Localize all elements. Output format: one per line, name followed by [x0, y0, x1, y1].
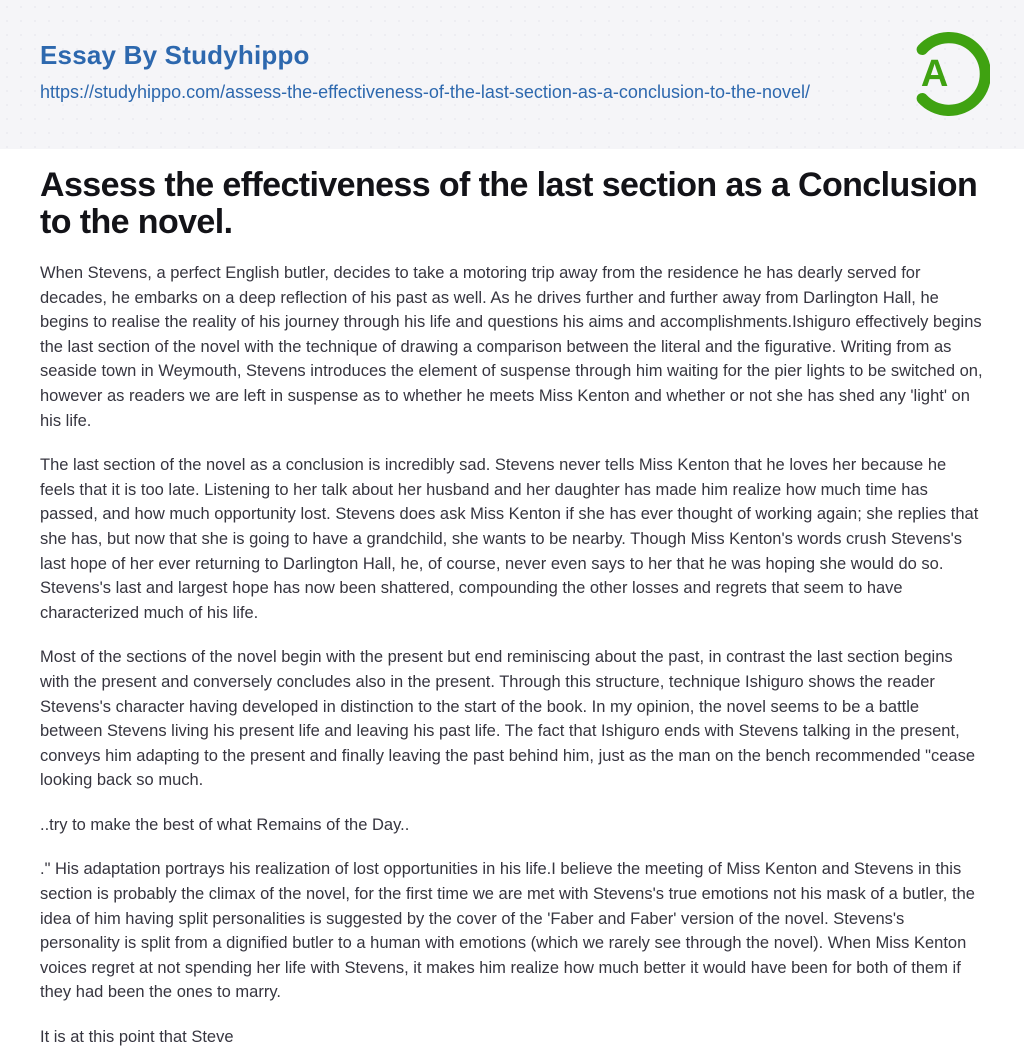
studyhippo-logo-icon [900, 20, 990, 128]
logo-letter: A [920, 53, 949, 96]
article-title: Assess the effectiveness of the last section as a Conclusion to the novel. [40, 166, 978, 241]
article-content [0, 167, 1024, 1050]
brand-title: Essay By Studyhippo [40, 40, 310, 70]
article-paragraph: When Stevens, a perfect English butler, decides to take a motoring trip away from the residence he has dearly served for decades, he embarks on a deep reflection of his past as well. As he drives further and further away from Darlington Hall, he begins to realise the reality of his journey through his life and questions his aims and accomplishments.Ishiguro effectively begins the last section of the novel with the technique of drawing a comparison between the literal and the figurative. Writing from as seaside town in Weymouth, Stevens introduces the element of suspense through him waiting for the pier lights to be switched on, however as readers we are left in suspense as to whether he meets Miss Kenton and whether or not she has shed any 'light' on his life. [40, 264, 983, 430]
article-paragraph: It is at this point that Steve [40, 1028, 234, 1047]
article-paragraph: ..try to make the best of what Remains of the Day.. [40, 815, 410, 834]
source-url-link[interactable]: https://studyhippo.com/assess-the-effectiveness-of-the-last-section-as-a-conclusion-to-the-novel/ [40, 82, 811, 102]
article-paragraph: Most of the sections of the novel begin with the present but end reminiscing about the past, in contrast the last section begins with the present and conversely concludes also in the present. Through this structure, technique Ishiguro shows the reader Stevens's character having developed in distinction to the start of the book. In my opinion, the novel seems to be a battle between Stevens living his present life and leaving his past life. The fact that Ishiguro ends with Stevens talking in the present, conveys him adapting to the present and finally leaving the past behind him, just as the man on the bench recommended "cease looking back so much. [40, 648, 976, 790]
page-header [0, 0, 1024, 149]
article-paragraph: ." His adaptation portrays his realization of lost opportunities in his life.I believe the meeting of Miss Kenton and Stevens in this section is probably the climax of the novel, for the first time we are met with Stevens's true emotions not his mask of a butler, the idea of him having split personalities is suggested by the cover of the 'Faber and Faber' version of the novel. Stevens's personality is split from a dignified butler to a human with emotions (which we rarely see through the novel). When Miss Kenton voices regret at not spending her life with Stevens, it makes him realize how much better it would have been for both of them if they had been the ones to marry. [40, 860, 975, 1002]
article-paragraph: The last section of the novel as a conclusion is incredibly sad. Stevens never tells Miss Kenton that he loves her because he feels that it is too late. Listening to her talk about her husband and her daughter has made him realize how much time has passed, and how much opportunity lost. Stevens does ask Miss Kenton if she has ever thought of working again; she replies that she has, but now that she is going to have a grandchild, she wants to be nearby. Though Miss Kenton's words crush Stevens's last hope of her ever returning to Darlington Hall, he, of course, never even says to her that he was hoping she would do so. Stevens's last and largest hope has now been shattered, compounding the other losses and regrets that seem to have characterized much of his life. [40, 456, 979, 622]
